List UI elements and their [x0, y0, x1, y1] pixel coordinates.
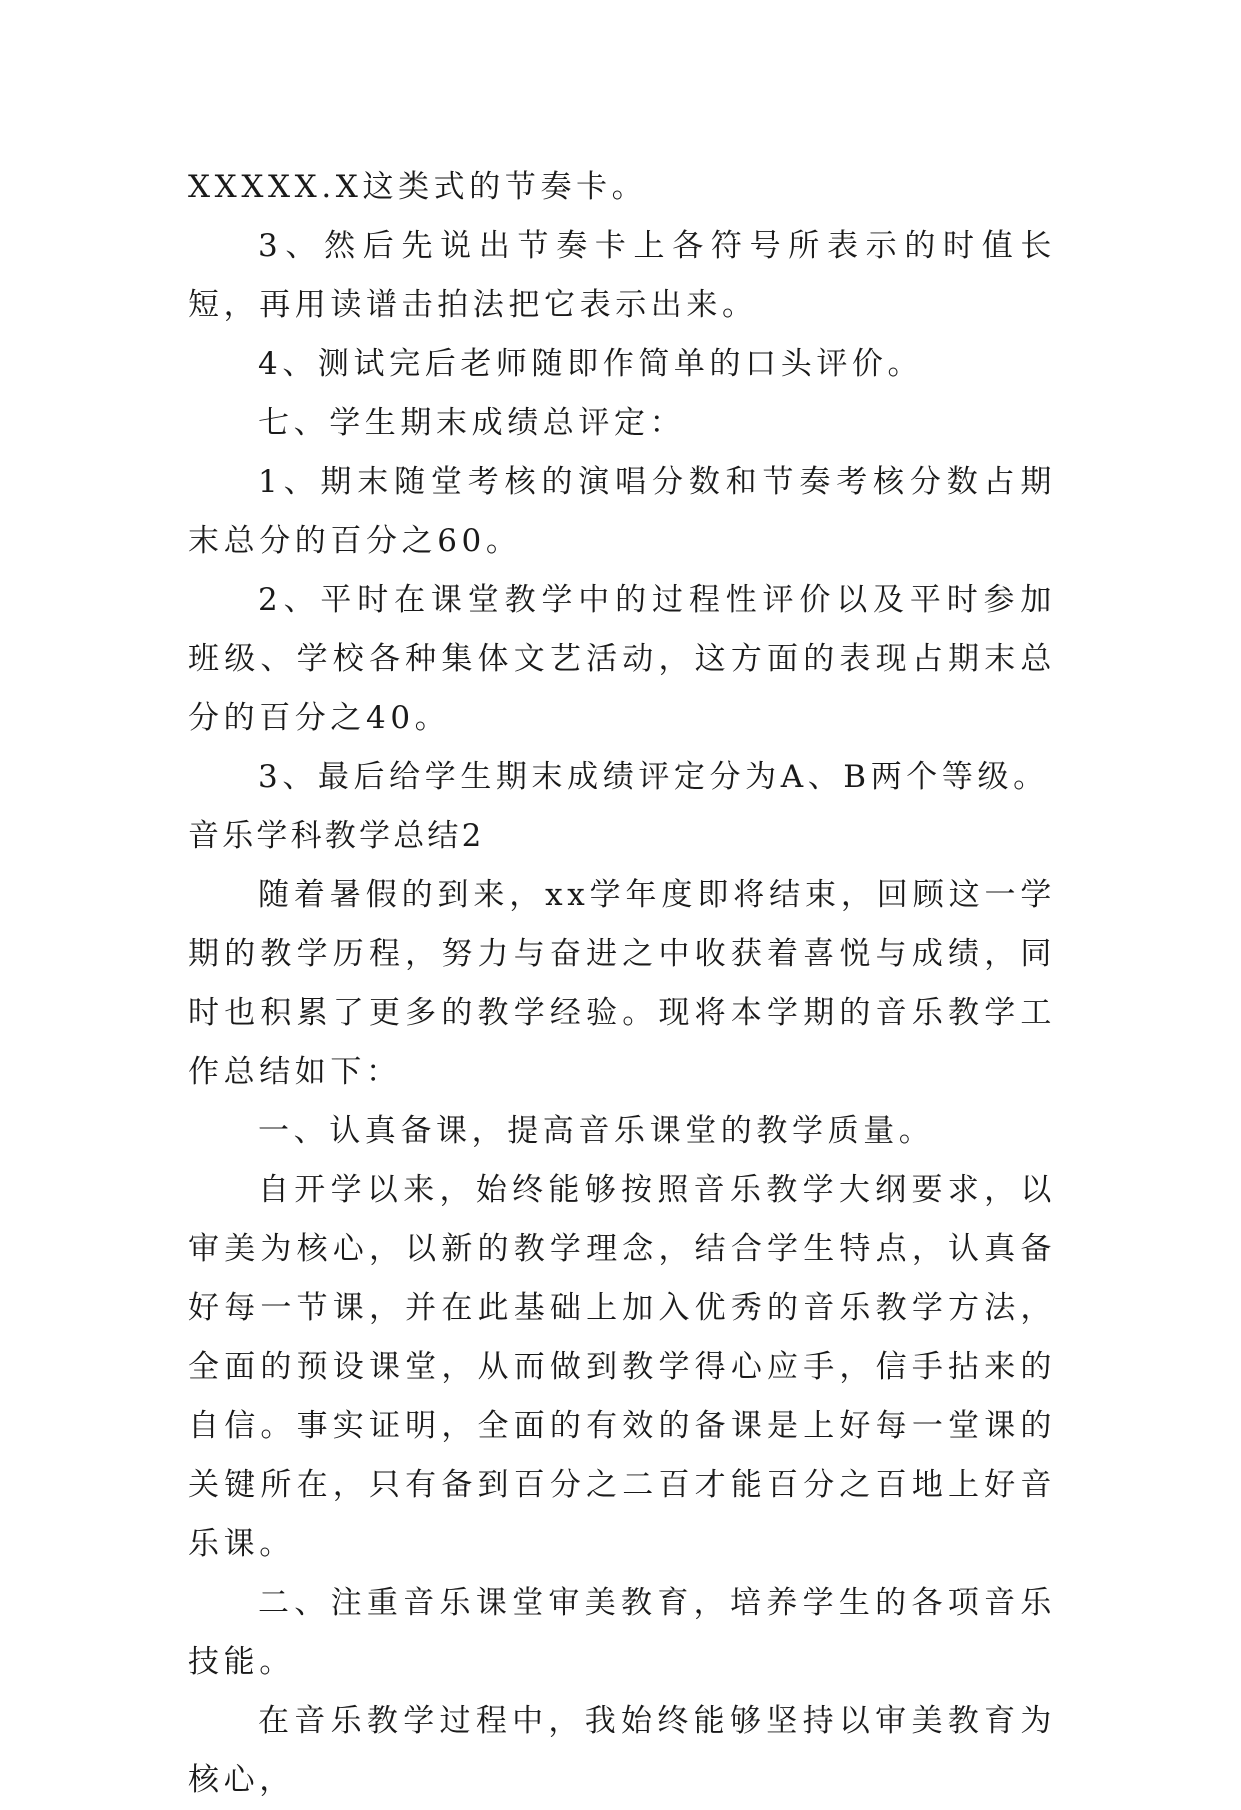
section-heading-final-grade: 七、学生期末成绩总评定： — [258, 405, 686, 441]
paragraph-rhythm-card: XXXXX.X这类式的节奏卡。 — [188, 169, 648, 205]
paragraph-prepare-lessons: 自开学以来，始终能够按照音乐教学大纲要求，以审美为核心，以新的教学理念，结合学生特点，认真备好每一节课，并在此基础上加入优秀的音乐教学方法，全面的预设课堂，从而做到教学得心应手，信手拈来的自信。事实证明，全面的有效的备课是上好每一堂课的关键所在，只有备到百分之二百才能百分之百地上好音乐课。 — [188, 1172, 1056, 1562]
article-title: 音乐学科教学总结2 — [188, 818, 485, 854]
section-heading-aesthetic-education: 二、注重音乐课堂审美教育，培养学生的各项音乐技能。 — [188, 1585, 1056, 1680]
section-heading-prepare-lessons: 一、认真备课，提高音乐课堂的教学质量。 — [258, 1113, 935, 1149]
paragraph-aesthetic-education: 在音乐教学过程中，我始终能够坚持以审美教育为核心， — [188, 1703, 1056, 1798]
paragraph-grade-2: 2、平时在课堂教学中的过程性评价以及平时参加班级、学校各种集体文艺活动，这方面的表现占期末总分的百分之40。 — [188, 582, 1056, 736]
paragraph-step-3: 3、然后先说出节奏卡上各符号所表示的时值长短，再用读谱击拍法把它表示出来。 — [188, 228, 1056, 323]
paragraph-step-4: 4、测试完后老师随即作简单的口头评价。 — [258, 346, 924, 382]
paragraph-intro: 随着暑假的到来，xx学年度即将结束，回顾这一学期的教学历程，努力与奋进之中收获着喜悦与成绩，同时也积累了更多的教学经验。现将本学期的音乐教学工作总结如下： — [188, 877, 1056, 1090]
paragraph-grade-3: 3、最后给学生期末成绩评定分为A、B两个等级。 — [258, 759, 1049, 795]
paragraph-grade-1: 1、期末随堂考核的演唱分数和节奏考核分数占期末总分的百分之60。 — [188, 464, 1056, 559]
document-body — [188, 158, 1056, 1810]
